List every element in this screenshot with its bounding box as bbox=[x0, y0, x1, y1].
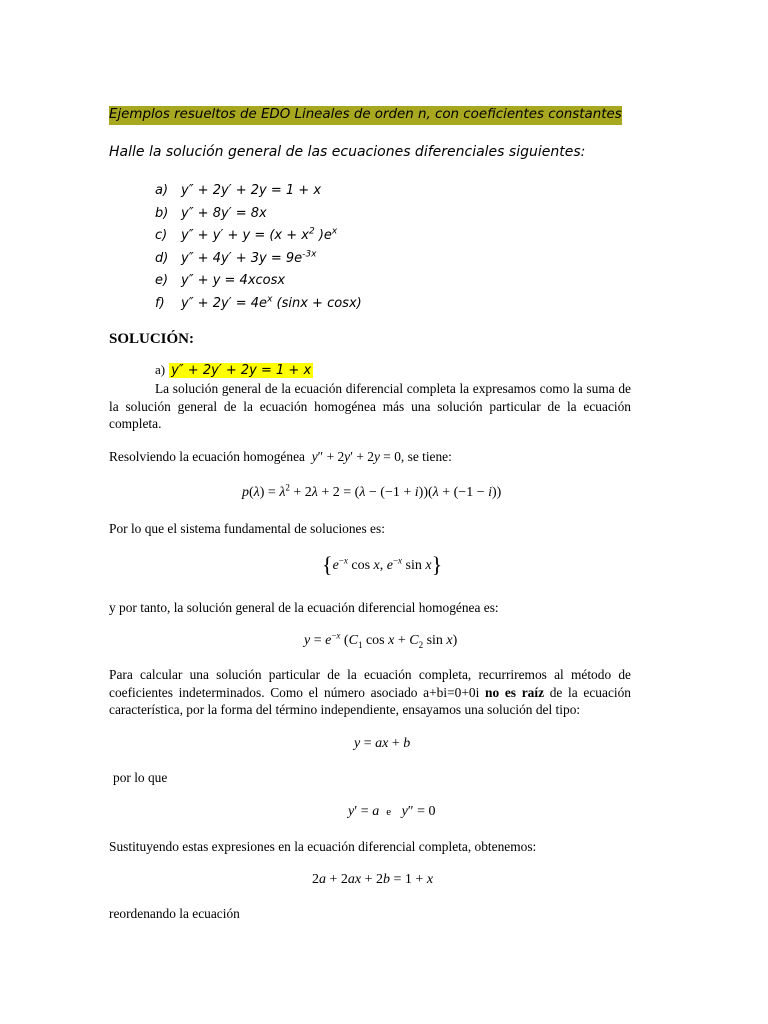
equation-item-a bbox=[155, 181, 362, 204]
equation-item-f bbox=[155, 294, 362, 317]
equation-item-c bbox=[155, 226, 362, 249]
homogeneous-suffix: , se tiene: bbox=[400, 449, 452, 464]
reordering-text: reordenando la ecuación bbox=[109, 906, 240, 921]
equation-text: y″ + 2y′ + 2y = 1 + x bbox=[181, 183, 322, 198]
substituted-equation: 2a + 2ax + 2b = 1 + x bbox=[312, 872, 434, 887]
paragraph-complete-solution: La solución general de la ecuación diferencial completa la expresamos como la suma de la solución general de la ecuación homogénea más una solución particular de la ecuación completa. bbox=[109, 381, 631, 431]
equation-letter: d) bbox=[155, 250, 169, 266]
solution-heading: SOLUCIÓN: bbox=[109, 331, 195, 347]
equation-text: y″ + y′ + y = (x + x bbox=[181, 228, 309, 244]
part-a-equation: y″ + 2y′ + 2y = 1 + x bbox=[171, 363, 312, 378]
fundamental-system-intro: Por lo que el sistema fundamental de soluciones es: bbox=[109, 521, 385, 536]
part-a-label: a) bbox=[155, 362, 166, 377]
equation-superscript: 2 bbox=[308, 226, 315, 237]
equation-item-e bbox=[155, 271, 362, 294]
derivatives: y′ = a e y″ = 0 bbox=[348, 804, 436, 819]
equation-letter: a) bbox=[155, 183, 169, 198]
substituting-text: Sustituyendo estas expresiones en la ecuación diferencial completa, obtenemos: bbox=[109, 839, 537, 854]
paragraph-particular-text-a: Para calcular una solución particular de la ecuación completa, recurriremos al método de coeficientes indeterminados. Como el número asociado a+bi=0+0i bbox=[109, 667, 631, 700]
equation-superscript: -3x bbox=[302, 249, 317, 260]
part-a-heading bbox=[155, 361, 313, 380]
homogeneous-intro-line bbox=[109, 448, 452, 466]
paragraph-particular-bold: no es raíz bbox=[485, 684, 545, 700]
characteristic-polynomial: $p(\lambda) = \lambda^2 + 2\lambda + 2 = (\lambda - (-1 + i))(\lambda + (-1 - i))$ bbox=[242, 482, 502, 500]
equation-item-d bbox=[155, 249, 362, 272]
equation-text: (sinx + cosx) bbox=[272, 295, 362, 311]
document-title: Ejemplos resueltos de EDO Lineales de orden n, con coeficientes constantes bbox=[109, 106, 622, 125]
equation-text: y″ + y = 4xcosx bbox=[181, 273, 286, 289]
equation-item-b bbox=[155, 204, 362, 227]
fundamental-system: {$e^{-x}$ cos x, $e^{-x}$ sin x} bbox=[322, 552, 443, 577]
equation-letter: f) bbox=[155, 295, 165, 311]
homogeneous-intro-text: Resolviendo la ecuación homogénea bbox=[109, 449, 305, 464]
equation-text: y″ + 8y′ = 8x bbox=[181, 205, 267, 221]
equation-superscript: x bbox=[331, 226, 338, 237]
homogeneous-equation: y″ + 2y′ + 2y = 0 bbox=[311, 449, 401, 464]
equation-letter: b) bbox=[155, 205, 169, 221]
connector-e: e bbox=[386, 806, 392, 818]
paragraph-particular-solution bbox=[109, 666, 631, 719]
trial-solution: y = ax + b bbox=[354, 736, 411, 751]
equation-letter: e) bbox=[155, 273, 169, 289]
equation-text: y″ + 2y′ = 4e bbox=[181, 295, 268, 311]
equation-letter: c) bbox=[155, 228, 168, 244]
equation-text: y″ + 4y′ + 3y = 9e bbox=[181, 250, 303, 266]
paragraph-particular-text-b: de la ecuación característica, por la forma del término independiente, ensayamos una solución del tipo: bbox=[109, 684, 631, 717]
general-homogeneous-solution: $y = e^{-x}$ ($C_1$ $\cos x + C_2$ sin x) bbox=[304, 630, 458, 650]
por-lo-que-text: por lo que bbox=[113, 770, 168, 785]
equation-list bbox=[155, 181, 362, 317]
equation-superscript: x bbox=[267, 294, 273, 305]
instruction-text: Halle la solución general de las ecuaciones diferenciales siguientes: bbox=[109, 144, 586, 160]
equation-text: )e bbox=[314, 228, 332, 244]
general-homogeneous-intro: y por tanto, la solución general de la ecuación diferencial homogénea es: bbox=[109, 600, 499, 615]
